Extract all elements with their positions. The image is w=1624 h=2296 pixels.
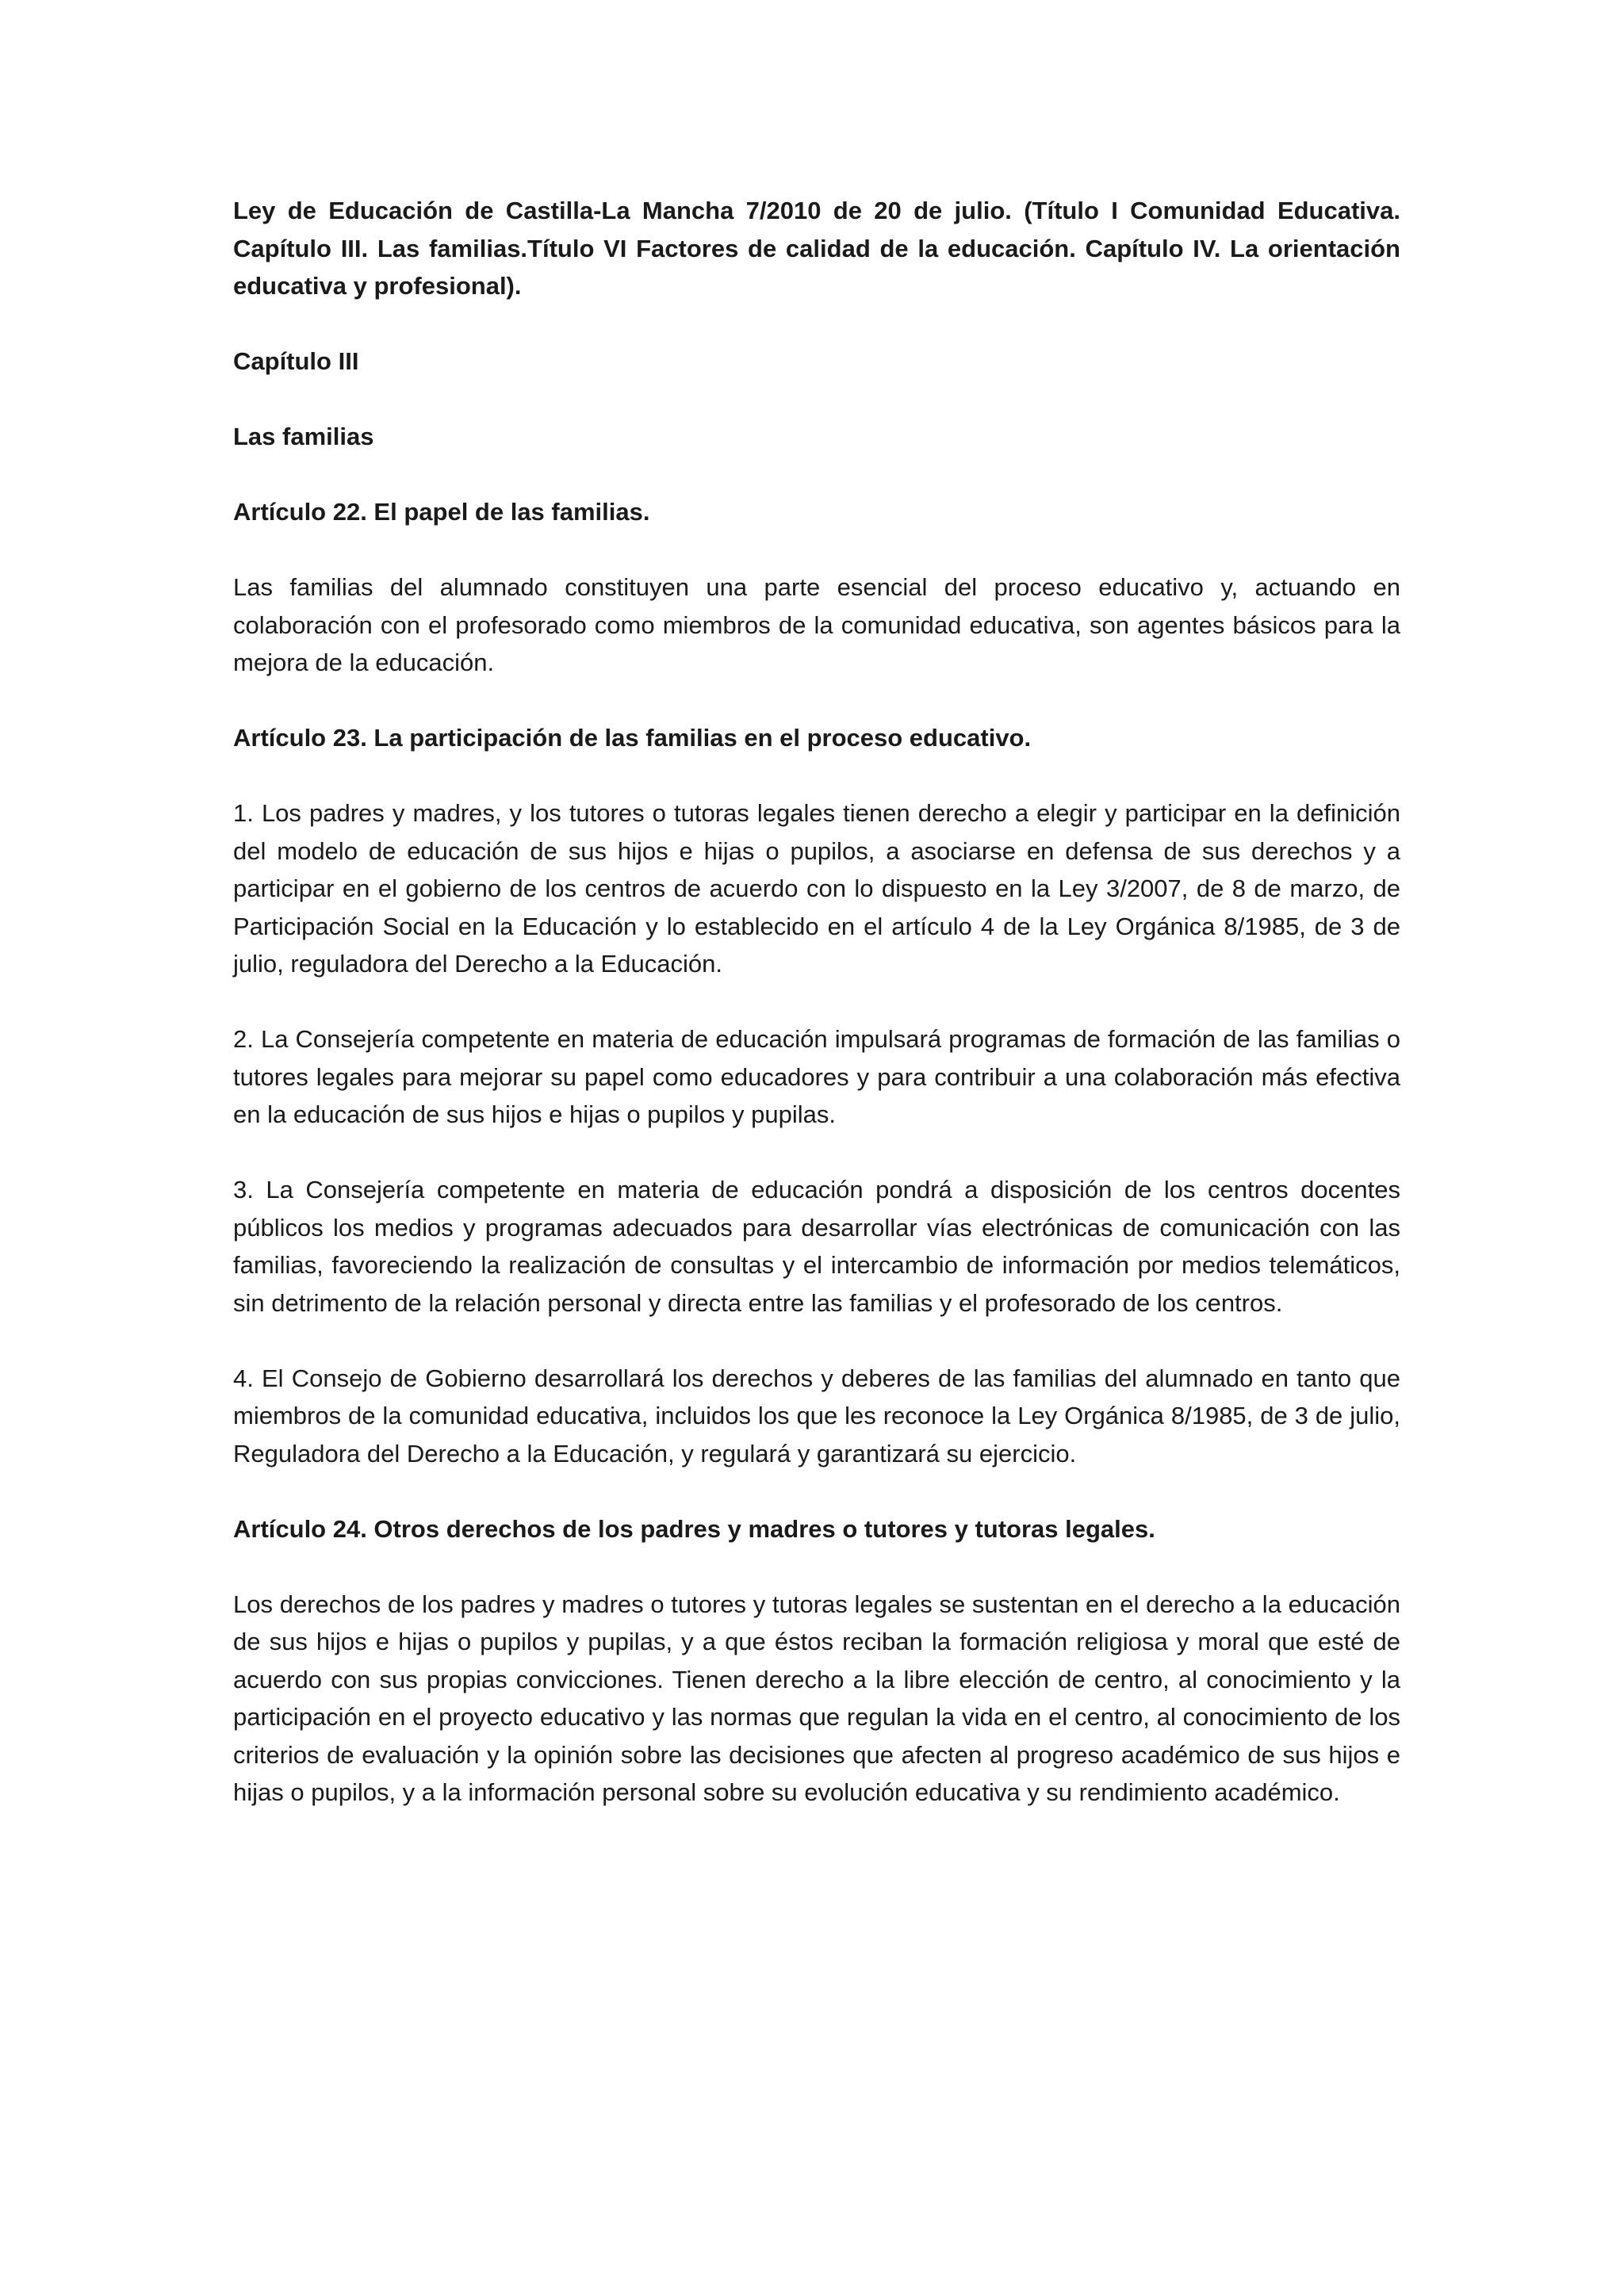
document-title: Ley de Educación de Castilla-La Mancha 7/2010 de 20 de julio. (Título I Comunidad Educativa. Capítulo III. Las familias.Título VI Factores de calidad de la educación. Capítulo IV. La orientación educativa y profesional). bbox=[233, 197, 1400, 300]
article-24-heading: Artículo 24. Otros derechos de los padres y madres o tutores y tutoras legales. bbox=[233, 1514, 1155, 1543]
article-22-heading: Artículo 22. El papel de las familias. bbox=[233, 498, 650, 526]
article-23-paragraph-4: 4. El Consejo de Gobierno desarrollará los derechos y deberes de las familias del alumnado en tanto que miembros de la comunidad educativa, incluidos los que les reconoce la Ley Orgánica 8/1985, de 3 de julio, Reguladora del Derecho a la Educación, y regulará y garantizará su ejercicio. bbox=[233, 1364, 1400, 1468]
article-23-paragraph-1: 1. Los padres y madres, y los tutores o tutoras legales tienen derecho a elegir y participar en la definición del modelo de educación de sus hijos e hijas o pupilos, a asociarse en defensa de sus derechos y a participar en el gobierno de los centros de acuerdo con lo dispuesto en la Ley 3/2007, de 8 de marzo, de Participación Social en la Educación y lo establecido en el artículo 4 de la Ley Orgánica 8/1985, de 3 de julio, reguladora del Derecho a la Educación. bbox=[233, 799, 1400, 978]
article-22-body: Las familias del alumnado constituyen una parte esencial del proceso educativo y, actuando en colaboración con el profesorado como miembros de la comunidad educativa, son agentes básicos para la mejora de la educación. bbox=[233, 573, 1400, 676]
chapter-name: Las familias bbox=[233, 423, 374, 450]
article-23-paragraph-3: 3. La Consejería competente en materia de educación pondrá a disposición de los centros docentes públicos los medios y programas adecuados para desarrollar vías electrónicas de comunicación con las familias, favoreciendo la realización de consultas y el intercambio de información por medios telemáticos, sin detrimento de la relación personal y directa entre las familias y el profesorado de los centros. bbox=[233, 1176, 1400, 1317]
article-23-heading: Artículo 23. La participación de las familias en el proceso educativo. bbox=[233, 724, 1032, 752]
document-content bbox=[233, 192, 1400, 1849]
chapter-heading: Capítulo III bbox=[233, 347, 359, 375]
article-23-paragraph-2: 2. La Consejería competente en materia de educación impulsará programas de formación de las familias o tutores legales para mejorar su papel como educadores y para contribuir a una colaboración más efectiva en la educación de sus hijos e hijas o pupilos y pupilas. bbox=[233, 1025, 1400, 1128]
article-24-body: Los derechos de los padres y madres o tutores y tutoras legales se sustentan en el derecho a la educación de sus hijos e hijas o pupilos y pupilas, y a que éstos reciban la formación religiosa y moral que esté de acuerdo con sus propias convicciones. Tienen derecho a la libre elección de centro, al conocimiento y la participación en el proyecto educativo y las normas que regulan la vida en el centro, al conocimiento de los criterios de evaluación y la opinión sobre las decisiones que afecten al progreso académico de sus hijos e hijas o pupilos, y a la información personal sobre su evolución educativa y su rendimiento académico. bbox=[233, 1590, 1400, 1806]
